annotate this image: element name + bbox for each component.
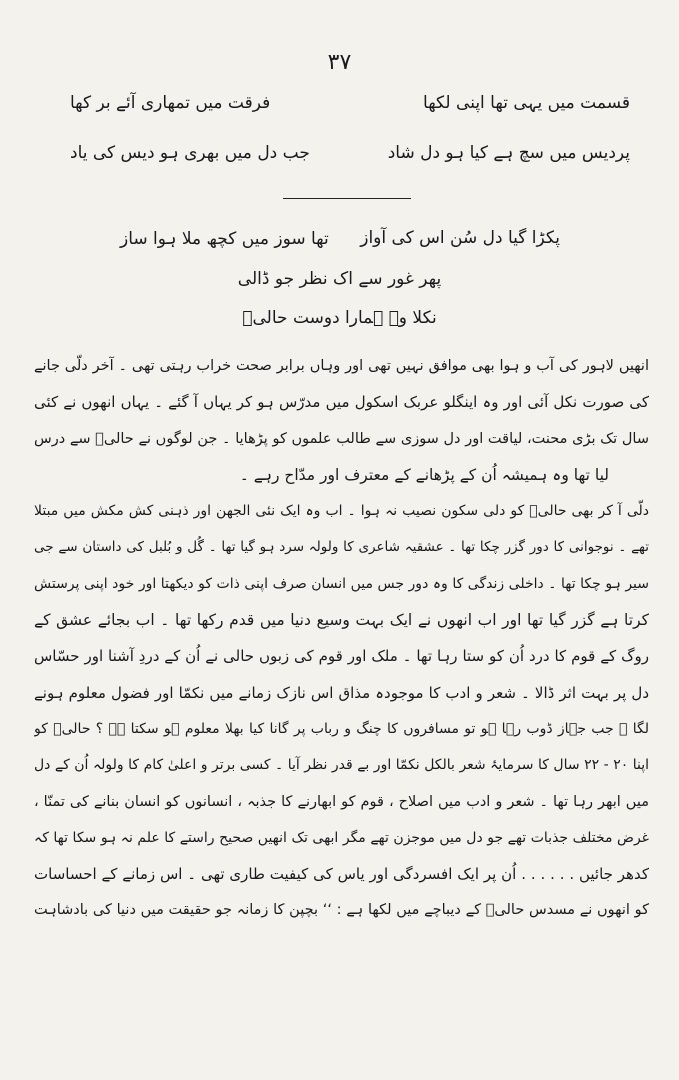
- text-line: دل پر بہت اثر ڈالا ۔ شعر و ادب کا موجودہ مذاق اس نازک زمانے میں نکمّا اور فضول معلوم ہونے: [34, 683, 649, 702]
- misra-right: قسمت میں یہی تھا اپنی لکھا: [423, 93, 630, 113]
- misra-left: جب دل میں بھری ہو دیس کی یاد: [70, 143, 310, 163]
- misra-right: پردیس میں سچ ہے کیا ہو دل شاد: [387, 143, 630, 163]
- text-line: انھیں لاہور کی آب و ہوا بھی موافق نہیں تھی اور وہاں برابر صحت خراب رہتی تھی ۔ آخر دلّی جانے: [34, 358, 649, 374]
- text-line: لیا تھا وہ ہمیشہ اُن کے پڑھانے کے معترف اور مدّاح رہے ۔: [239, 465, 609, 484]
- text-line: دلّی آ کر بھی حالیؔ کو دلی سکون نصیب نہ ہوا ۔ اب وہ ایک نئی الجھن اور ذہنی کش مکش میں مبتلا: [34, 503, 649, 520]
- couplet-3: [120, 228, 560, 262]
- text-line: کی صورت نکل آئی اور وہ اینگلو عربک اسکول میں مدرّس ہو کر یہاں آ گئے ۔ یہاں انھوں نے کئی: [34, 393, 649, 412]
- text-line: کرتا ہے گزر گیا تھا اور اب انھوں نے ایک بہت وسیع دنیا میں قدم رکھا تھا ۔ اب بجائے عشق کے: [34, 611, 649, 630]
- verse-line-2: نکلا وہ ہمارا دوست حالیؔ: [242, 308, 437, 328]
- misra-right: پکڑا گیا دل سُن اس کی آواز: [360, 228, 560, 248]
- text-line: غرض مختلف جذبات تھے جو دل میں موجزن تھے مگر ابھی تک انھیں صحیح راستے کا علم نہ ہو سکا تھا کہ: [34, 829, 649, 846]
- text-line: سال تک بڑی محنت، لیاقت اور دل سوزی سے طالب علموں کو پڑھایا ۔ جن لوگوں نے حالیؔ سے درس: [34, 430, 649, 447]
- text-line: تھے ۔ نوجوانی کا دور گزر چکا تھا ۔ عشقیہ شاعری کا ولولہ سرد ہو گیا تھا ۔ گُل و بُلبل کی داستان سے جی: [34, 539, 649, 556]
- text-line: اپنا ۲۰ - ۲۲ سال کا سرمایۂ شعر بالکل نکمّا اور بے قدر نظر آیا ۔ کسی برتر و اعلیٰ کام کا ولولہ اُن کے دل: [34, 757, 649, 774]
- text-line: کدھر جائیں . . . . . . اُن پر ایک افسردگی اور یاس کی کیفیت طاری تھی ۔ اس زمانے کے احساسات: [34, 865, 649, 884]
- section-divider: [283, 198, 411, 199]
- couplet-1: [70, 92, 630, 126]
- verse-line-1: پھر غور سے اک نظر جو ڈالی: [237, 269, 442, 289]
- couplet-2: [70, 142, 630, 176]
- page-number: ۳۷: [327, 50, 352, 75]
- text-line: کو انھوں نے مسدس حالیؔ کے دیباچے میں لکھا ہے : ‘‘ بچپن کا زمانہ جو حقیقت میں دنیا کی بادشاہت: [34, 902, 649, 919]
- prose-body: [34, 348, 649, 929]
- text-line: روگ کے قوم کا درد اُن کو ستا رہا تھا ۔ ملک اور قوم کی زبوں حالی نے اُن کے دردِ آشنا اور حسّاس: [34, 647, 649, 666]
- text-line: سیر ہو چکا تھا ۔ داخلی زندگی کا وہ دور جس میں انسان صرف اپنی ذات کو دیکھتا اور خود اپنی پرستش: [34, 575, 649, 592]
- misra-left: فرقت میں تمھاری آئے بر کھا: [70, 93, 271, 113]
- text-line: لگا ۔ جب جہاز ڈوب رہا ہو تو مسافروں کا چنگ و رباب پر گانا کیا بھلا معلوم ہو سکتا ہے ؟ حالیؔ کو: [34, 720, 649, 737]
- text-line: میں ابھر رہا تھا ۔ شعر و ادب میں اصلاح ، قوم کو ابھارنے کا جذبہ ، انسانوں کو انسان بنانے کی تمنّا ،: [34, 793, 649, 810]
- misra-left: تھا سوز میں کچھ ملا ہوا ساز: [120, 229, 329, 249]
